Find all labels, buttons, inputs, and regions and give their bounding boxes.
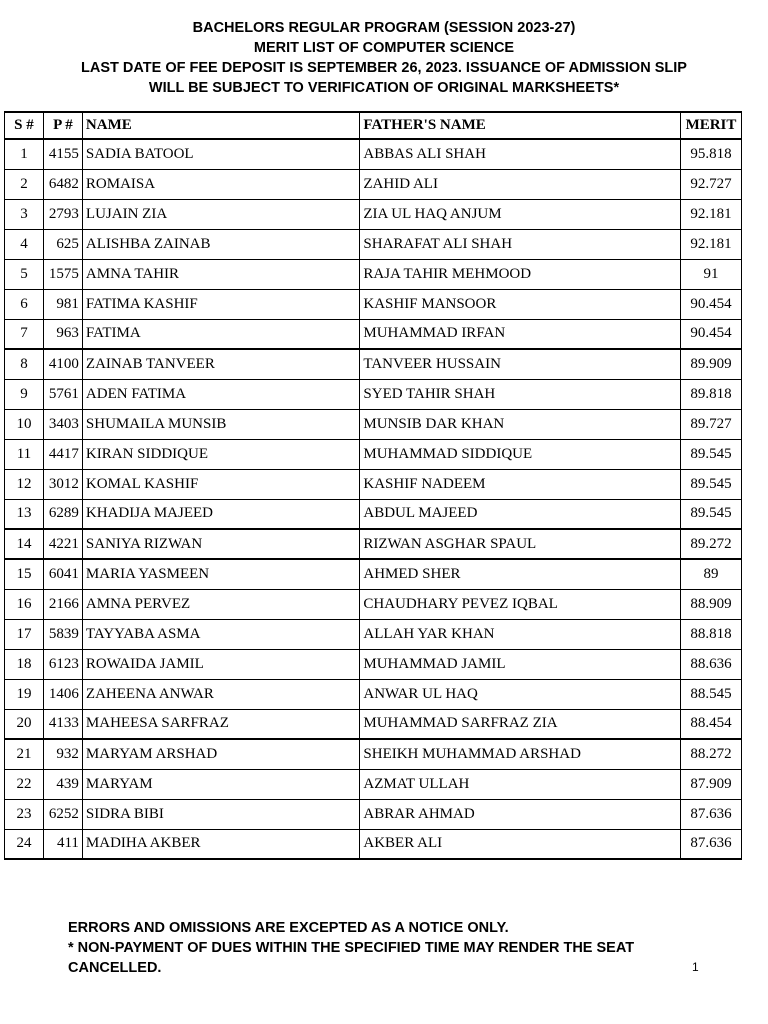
table-row [5,319,742,349]
cell-fathers-name: SHEIKH MUHAMMAD ARSHAD [360,739,681,769]
column-header-p-number: P # [43,112,82,139]
cell-merit: 88.909 [680,589,741,619]
cell-merit: 89.545 [680,469,741,499]
cell-serial-number: 24 [5,829,44,859]
footer-errors-notice: ERRORS AND OMISSIONS ARE EXCEPTED AS A NOTICE ONLY. [68,920,509,936]
cell-name: AMNA TAHIR [82,259,359,289]
cell-name: ROWAIDA JAMIL [82,649,359,679]
cell-merit: 90.454 [680,289,741,319]
header-list-title: MERIT LIST OF COMPUTER SCIENCE [253,40,515,56]
table-row [5,439,742,469]
cell-fathers-name: AZMAT ULLAH [360,769,681,799]
cell-fathers-name: ABBAS ALI SHAH [360,139,681,169]
column-header-fathers-name: FATHER'S NAME [360,112,681,139]
cell-p-number: 4100 [43,349,82,379]
cell-serial-number: 16 [5,589,44,619]
cell-p-number: 411 [43,829,82,859]
cell-p-number: 1406 [43,679,82,709]
table-row [5,649,742,679]
cell-merit: 88.636 [680,649,741,679]
table-row [5,169,742,199]
cell-serial-number: 3 [5,199,44,229]
cell-fathers-name: RAJA TAHIR MEHMOOD [360,259,681,289]
column-header-merit: MERIT [680,112,741,139]
column-header-serial-number: S # [5,112,44,139]
cell-fathers-name: KASHIF MANSOOR [360,289,681,319]
cell-fathers-name: ANWAR UL HAQ [360,679,681,709]
cell-merit: 89.727 [680,409,741,439]
table-row [5,139,742,169]
cell-fathers-name: CHAUDHARY PEVEZ IQBAL [360,589,681,619]
cell-name: ZAHEENA ANWAR [82,679,359,709]
table-row [5,199,742,229]
cell-fathers-name: SYED TAHIR SHAH [360,379,681,409]
cell-name: MARYAM [82,769,359,799]
cell-name: AMNA PERVEZ [82,589,359,619]
cell-name: KHADIJA MAJEED [82,499,359,529]
cell-fathers-name: AHMED SHER [360,559,681,589]
cell-fathers-name: RIZWAN ASGHAR SPAUL [360,529,681,559]
cell-name: ZAINAB TANVEER [82,349,359,379]
cell-merit: 90.454 [680,319,741,349]
cell-serial-number: 21 [5,739,44,769]
cell-p-number: 963 [43,319,82,349]
cell-serial-number: 19 [5,679,44,709]
cell-p-number: 4155 [43,139,82,169]
cell-p-number: 625 [43,229,82,259]
table-row [5,559,742,589]
cell-name: SADIA BATOOL [82,139,359,169]
table-body [5,139,742,859]
table-row [5,739,742,769]
table-row [5,619,742,649]
cell-serial-number: 23 [5,799,44,829]
table-row [5,259,742,289]
page-number: 1 [692,960,699,974]
table-row [5,799,742,829]
cell-name: TAYYABA ASMA [82,619,359,649]
header-verification-notice: WILL BE SUBJECT TO VERIFICATION OF ORIGINAL MARKSHEETS* [148,80,620,96]
cell-p-number: 2793 [43,199,82,229]
cell-serial-number: 11 [5,439,44,469]
cell-fathers-name: MUHAMMAD SARFRAZ ZIA [360,709,681,739]
cell-merit: 89.909 [680,349,741,379]
cell-name: SIDRA BIBI [82,799,359,829]
cell-p-number: 1575 [43,259,82,289]
cell-serial-number: 9 [5,379,44,409]
cell-name: MAHEESA SARFRAZ [82,709,359,739]
cell-serial-number: 5 [5,259,44,289]
cell-serial-number: 1 [5,139,44,169]
cell-serial-number: 7 [5,319,44,349]
cell-merit: 87.636 [680,829,741,859]
cell-merit: 88.545 [680,679,741,709]
cell-p-number: 3012 [43,469,82,499]
cell-merit: 92.181 [680,199,741,229]
table-row [5,229,742,259]
cell-serial-number: 14 [5,529,44,559]
cell-serial-number: 17 [5,619,44,649]
cell-fathers-name: MUHAMMAD IRFAN [360,319,681,349]
cell-p-number: 6123 [43,649,82,679]
cell-serial-number: 4 [5,229,44,259]
merit-list-table [4,111,742,860]
cell-fathers-name: ABRAR AHMAD [360,799,681,829]
cell-merit: 92.181 [680,229,741,259]
column-header-name: NAME [82,112,359,139]
cell-merit: 89.818 [680,379,741,409]
cell-merit: 89 [680,559,741,589]
table-row [5,289,742,319]
cell-name: MADIHA AKBER [82,829,359,859]
cell-fathers-name: AKBER ALI [360,829,681,859]
cell-serial-number: 6 [5,289,44,319]
cell-p-number: 6482 [43,169,82,199]
cell-serial-number: 13 [5,499,44,529]
cell-fathers-name: MUNSIB DAR KHAN [360,409,681,439]
table-row [5,679,742,709]
cell-fathers-name: TANVEER HUSSAIN [360,349,681,379]
cell-serial-number: 2 [5,169,44,199]
table-row [5,529,742,559]
footer-dues-notice: * NON-PAYMENT OF DUES WITHIN THE SPECIFIED TIME MAY RENDER THE SEAT [68,940,635,956]
table-row [5,409,742,439]
cell-merit: 87.636 [680,799,741,829]
table-row [5,349,742,379]
cell-merit: 89.545 [680,439,741,469]
cell-name: MARIA YASMEEN [82,559,359,589]
table-row [5,589,742,619]
cell-fathers-name: ABDUL MAJEED [360,499,681,529]
cell-name: ROMAISA [82,169,359,199]
table-header-row [5,112,742,139]
cell-merit: 92.727 [680,169,741,199]
table-row [5,499,742,529]
cell-name: LUJAIN ZIA [82,199,359,229]
cell-merit: 88.818 [680,619,741,649]
header-fee-notice: LAST DATE OF FEE DEPOSIT IS SEPTEMBER 26, 2023. ISSUANCE OF ADMISSION SLIP [81,60,687,76]
cell-merit: 89.272 [680,529,741,559]
cell-p-number: 4221 [43,529,82,559]
cell-serial-number: 20 [5,709,44,739]
cell-name: ADEN FATIMA [82,379,359,409]
cell-p-number: 439 [43,769,82,799]
cell-p-number: 5839 [43,619,82,649]
cell-p-number: 4417 [43,439,82,469]
cell-fathers-name: KASHIF NADEEM [360,469,681,499]
cell-merit: 88.454 [680,709,741,739]
cell-name: FATIMA [82,319,359,349]
table-row [5,829,742,859]
cell-p-number: 932 [43,739,82,769]
cell-name: FATIMA KASHIF [82,289,359,319]
cell-p-number: 981 [43,289,82,319]
cell-name: ALISHBA ZAINAB [82,229,359,259]
header-program-title: BACHELORS REGULAR PROGRAM (SESSION 2023-27) [192,20,576,36]
cell-merit: 91 [680,259,741,289]
table-row [5,769,742,799]
cell-serial-number: 15 [5,559,44,589]
cell-name: SANIYA RIZWAN [82,529,359,559]
cell-name: MARYAM ARSHAD [82,739,359,769]
table-row [5,469,742,499]
cell-serial-number: 12 [5,469,44,499]
cell-fathers-name: MUHAMMAD SIDDIQUE [360,439,681,469]
cell-merit: 89.545 [680,499,741,529]
cell-fathers-name: ZIA UL HAQ ANJUM [360,199,681,229]
cell-name: SHUMAILA MUNSIB [82,409,359,439]
cell-merit: 87.909 [680,769,741,799]
cell-fathers-name: MUHAMMAD JAMIL [360,649,681,679]
cell-fathers-name: SHARAFAT ALI SHAH [360,229,681,259]
footer-dues-notice-continued: CANCELLED. [68,960,162,976]
cell-serial-number: 18 [5,649,44,679]
cell-p-number: 4133 [43,709,82,739]
cell-fathers-name: ALLAH YAR KHAN [360,619,681,649]
table-row [5,709,742,739]
cell-name: KIRAN SIDDIQUE [82,439,359,469]
cell-serial-number: 8 [5,349,44,379]
cell-p-number: 6289 [43,499,82,529]
cell-p-number: 3403 [43,409,82,439]
cell-p-number: 6252 [43,799,82,829]
cell-p-number: 2166 [43,589,82,619]
cell-merit: 88.272 [680,739,741,769]
cell-p-number: 6041 [43,559,82,589]
document-footer [68,918,708,978]
cell-merit: 95.818 [680,139,741,169]
cell-serial-number: 22 [5,769,44,799]
document-header [0,18,768,98]
table-row [5,379,742,409]
cell-name: KOMAL KASHIF [82,469,359,499]
cell-p-number: 5761 [43,379,82,409]
cell-serial-number: 10 [5,409,44,439]
cell-fathers-name: ZAHID ALI [360,169,681,199]
